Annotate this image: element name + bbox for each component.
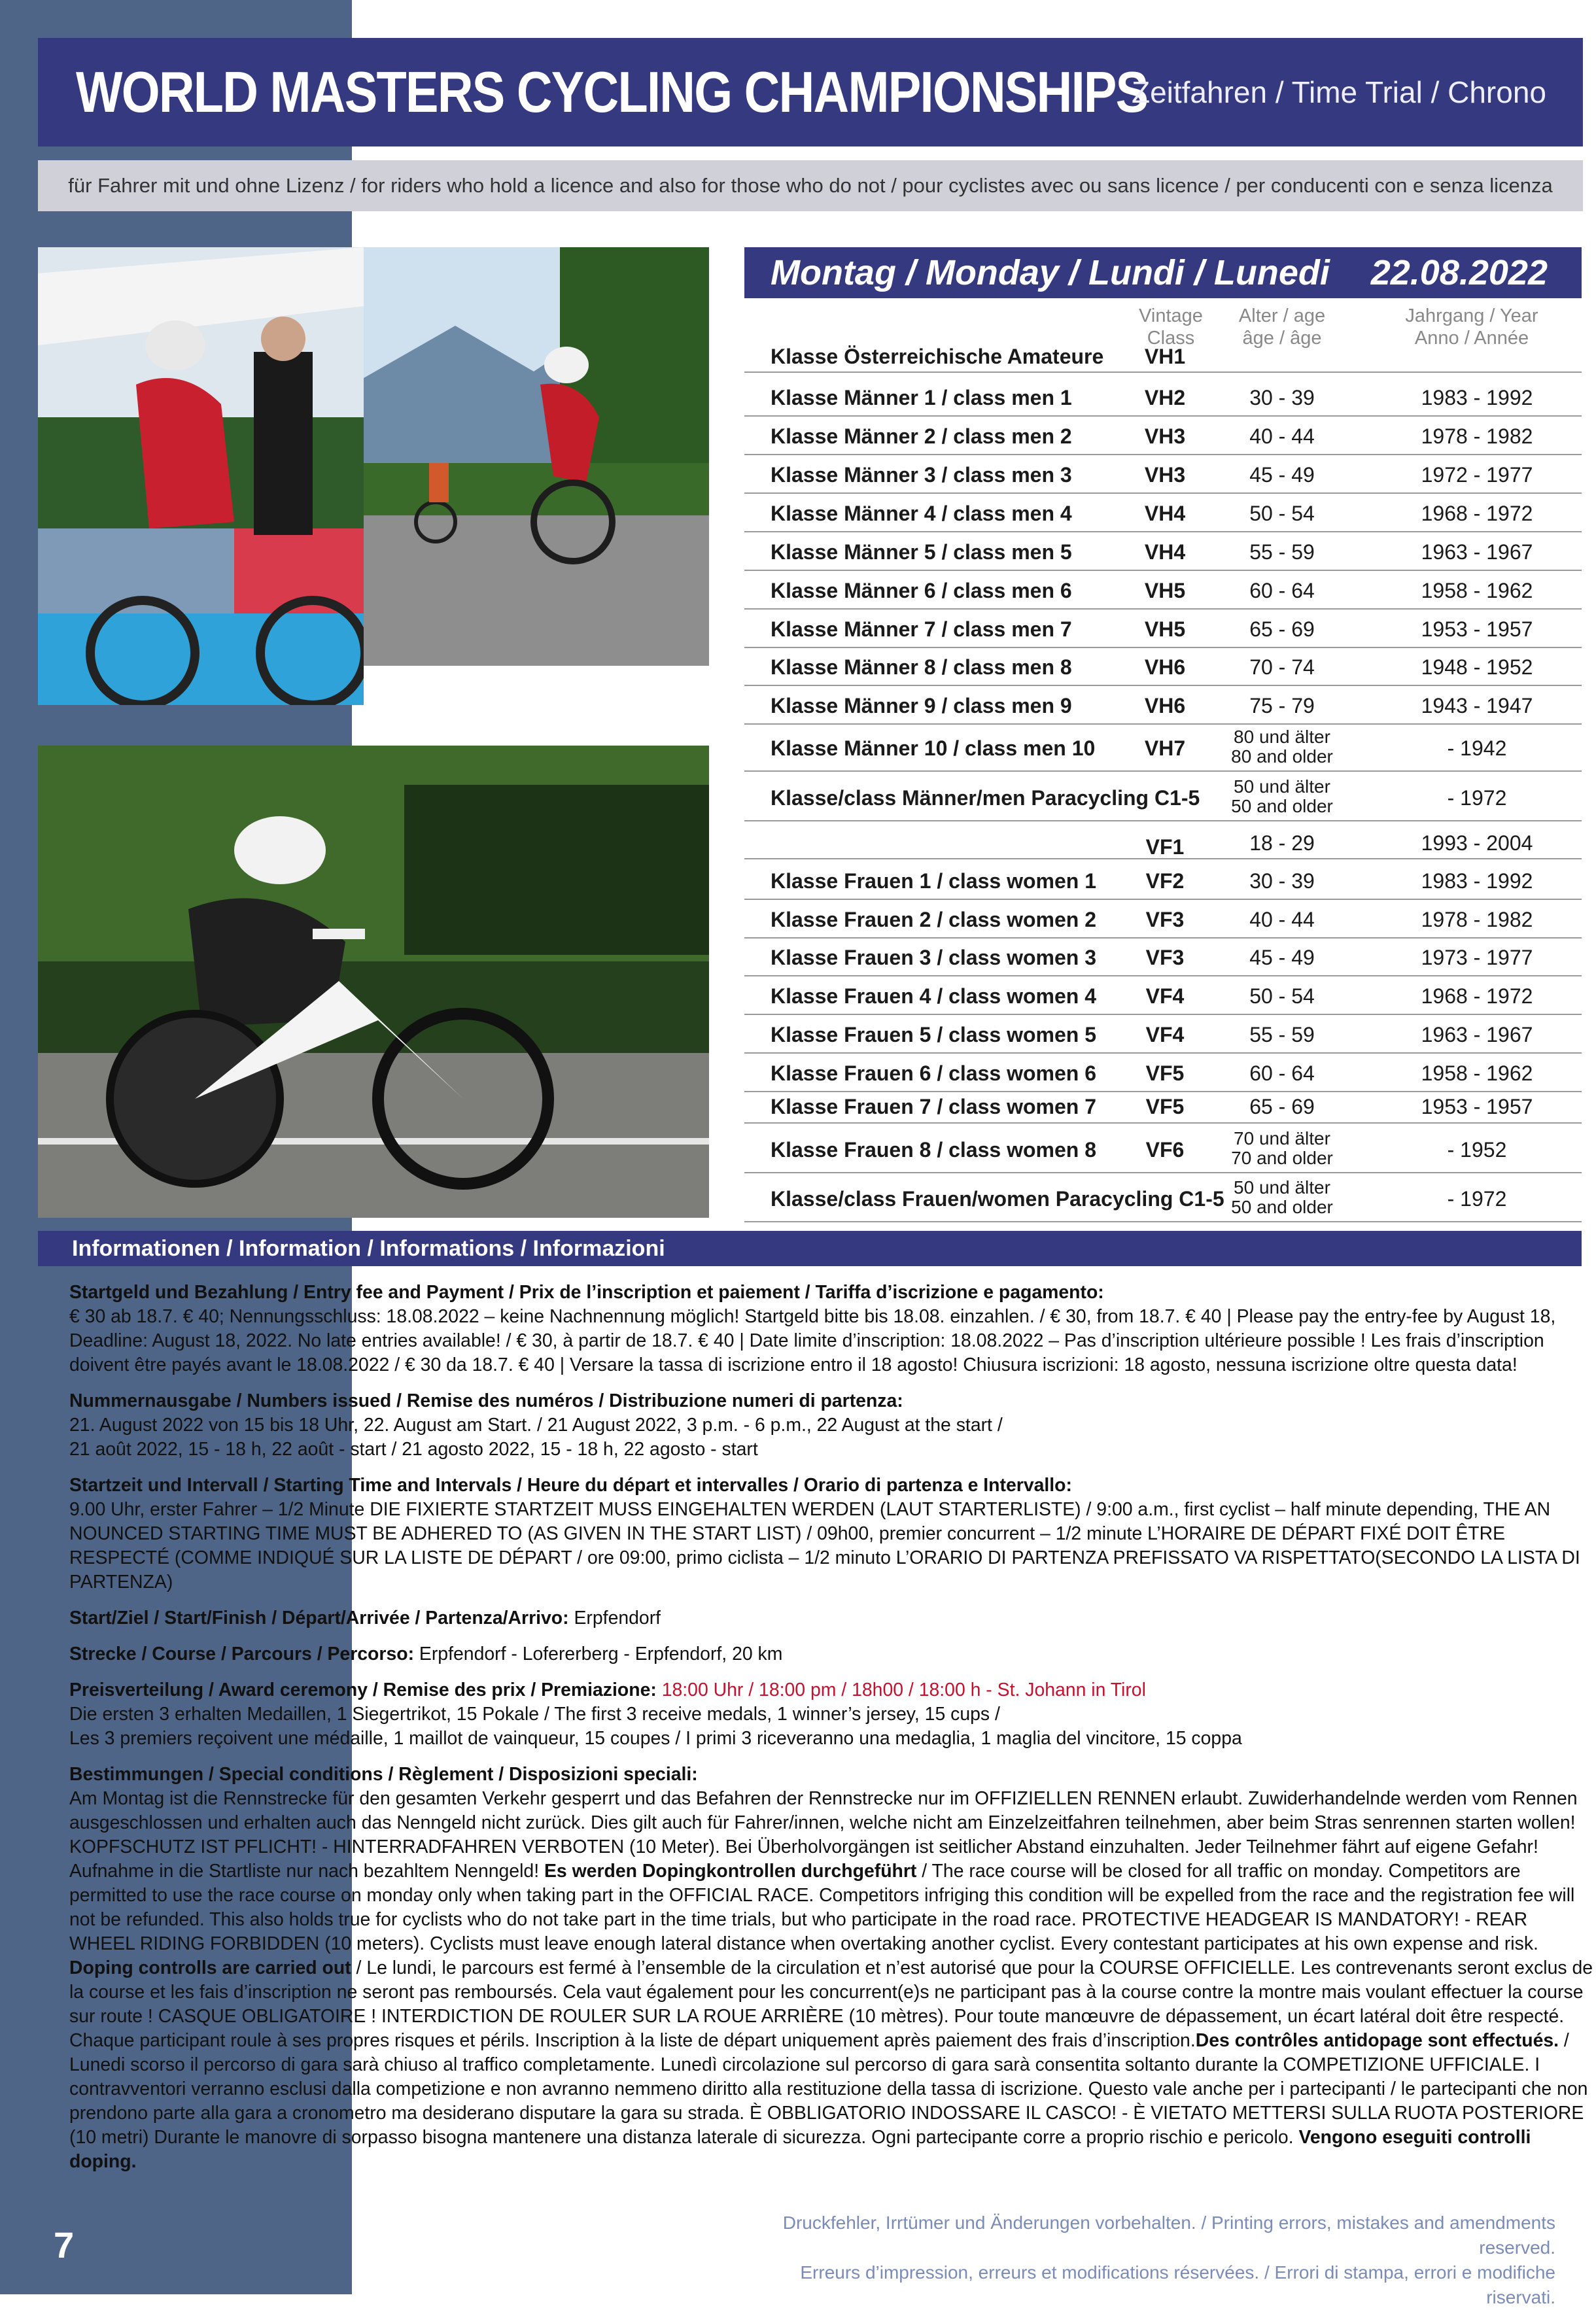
- age-range: 80 und älter 80 and older: [1231, 727, 1333, 767]
- age-range: 30 - 39: [1249, 869, 1315, 893]
- birth-years: - 1952: [1447, 1138, 1507, 1162]
- photo-time-trial-rider: [38, 746, 709, 1218]
- info-section: [69, 1281, 1593, 2186]
- table-row: [744, 685, 1582, 725]
- class-name: Klasse Männer 4 / class men 4: [771, 501, 1072, 525]
- age-range: 50 und älter 50 and older: [1231, 776, 1333, 816]
- doping-note-fr: Des contrôles antidopage sont effectués.: [1195, 2030, 1559, 2051]
- age-range: 45 - 49: [1249, 462, 1315, 487]
- doping-note-it: Vengono eseguiti controlli doping.: [69, 2127, 1531, 2172]
- finish-block: [69, 1606, 1593, 1630]
- rules-text-de: Am Montag ist die Rennstrecke für den gesamten Verkehr gesperrt und das Befahren der Rennstrecke nur im OFFIZIELLEN RENNEN erlaubt. Zuwiderhandelnde werden vom Rennen ausgeschlossen und erhalten auch das Nenngeld nicht zurück. Dies gilt auch für Fahrer/innen, welche nicht am Einzelzeitfahren teilnehmen, aber beim Stras senrennen starten wollen! KOPFSCHUTZ IST PFLICHT! - HINTERRADFAHREN VERBOTEN (10 Meter). Bei Überholvorgängen ist seitlicher Abstand einzuhalten. Jeder Teilnehmer fährt auf eigene Gefahr! Aufnahme in die Startliste nur nach bezahltem Nenngeld!: [69, 1788, 1578, 1882]
- vintage-class: VH1: [1144, 345, 1186, 368]
- disclaimer-line-2: Erreurs d’impression, erreurs et modifications réservées. / Errori di stampa, errori e modifiche riservati.: [800, 2262, 1555, 2307]
- vintage-class: VH3: [1144, 462, 1186, 487]
- doping-note-en: Doping controlls are carried out: [69, 1957, 351, 1978]
- age-range: 60 - 64: [1249, 578, 1315, 602]
- vintage-class: VF3: [1145, 945, 1185, 969]
- table-row: [744, 825, 1582, 859]
- table-row: [744, 1014, 1582, 1054]
- course-value: Erpfendorf - Lofererberg - Erpfendorf, 20 km: [414, 1644, 783, 1664]
- table-row: [744, 937, 1582, 976]
- vintage-class: VF3: [1145, 907, 1185, 931]
- class-name: Klasse Männer 7 / class men 7: [771, 617, 1072, 641]
- vintage-class: VF4: [1145, 1022, 1185, 1046]
- age-range: 50 - 54: [1249, 984, 1315, 1008]
- birth-years: 1983 - 1992: [1421, 869, 1533, 893]
- vintage-class: VH2: [1144, 385, 1186, 409]
- award-line-1: Die ersten 3 erhalten Medaillen, 1 Siegertrikot, 15 Pokale / The first 3 receive medals, 1 winner’s jersey, 15 cups /: [69, 1704, 1000, 1725]
- fee-block: [69, 1281, 1593, 1377]
- fee-text: € 30 ab 18.7. € 40; Nennungsschluss: 18.08.2022 – keine Nachnennung möglich! Startgeld bitte bis 18.08. einzahlen. / € 30, from 18.7. € 40 | Please pay the entry-fee by August 18, Deadline: August 18, 2022. No late entries available! / € 30, à partir de 18.7. € 40 | Date limite d’inscription: 18.08.2022 – Pas d’inscription ultérieure possible ! Les frais d’inscription doivent être payés avant le 18.08.2022 / € 30 da 18.7. € 40 | Versare la tassa di iscrizione entro il 18 agosto! Chiusura iscrizioni: 18 agosto, nessuna iscrizione oltre questa data!: [69, 1306, 1556, 1375]
- table-row: [744, 899, 1582, 939]
- table-row: [744, 531, 1582, 571]
- table-row: [744, 646, 1582, 686]
- page-subtitle: Zeitfahren / Time Trial / Chrono: [1131, 75, 1546, 109]
- table-row: [744, 1174, 1582, 1222]
- table-row: [744, 608, 1582, 648]
- birth-years: 1958 - 1962: [1421, 578, 1533, 602]
- table-row: [744, 339, 1582, 373]
- age-range: 55 - 59: [1249, 540, 1315, 564]
- info-heading-text: Informationen / Information / Informations / Informazioni: [72, 1235, 665, 1261]
- class-name: Klasse Männer 6 / class men 6: [771, 578, 1072, 602]
- vintage-class: VH5: [1144, 617, 1186, 641]
- vintage-class: VH3: [1144, 424, 1186, 448]
- table-row: [744, 570, 1582, 610]
- day-date: 22.08.2022: [1370, 253, 1548, 292]
- birth-years: 1953 - 1957: [1421, 617, 1533, 641]
- table-row: [744, 415, 1582, 455]
- finish-value: Erpfendorf: [568, 1608, 661, 1629]
- doping-note-de: Es werden Dopingkontrollen durchgeführt: [544, 1861, 917, 1882]
- class-name: Klasse Männer 2 / class men 2: [771, 424, 1072, 448]
- disclaimer-footer: [771, 2211, 1555, 2310]
- rules-text-fr: / Le lundi, le parcours est fermé à l’ensemble de la circulation et n’est autorisé que pour la COURSE OFFICIELLE. Les contrevenants seront exclus de la course et les fais d’inscription ne seront pas remboursés. Cela vaut également pour les concurrent(e)s ne participant pas à la course contre la montre mais voulant effectuer la course sur route ! CASQUE OBLIGATOIRE ! INTERDICTION DE ROULER SUR LA ROUE ARRIÈRE (10 mètres). Pour toute manœuvre de dépassement, un écart latéral doit être respecté. Chaque participant roule à ses propres risques et périls. Inscription à la liste de départ uniquement après paiement des frais d’inscription.: [69, 1957, 1593, 2051]
- table-row: [744, 723, 1582, 772]
- numbers-line-1: 21. August 2022 von 15 bis 18 Uhr, 22. August am Start. / 21 August 2022, 3 p.m. - 6 p.m., 22 August at the start /: [69, 1415, 1003, 1436]
- age-range: 65 - 69: [1249, 1095, 1315, 1118]
- rules-block: [69, 1763, 1593, 2174]
- licence-strip: für Fahrer mit und ohne Lizenz / for riders who hold a licence and also for those who do not / pour cyclistes avec ou sans licence / per conducenti con e senza licenza: [38, 160, 1583, 211]
- age-range: 30 - 39: [1249, 385, 1315, 409]
- age-range: 50 und älter 50 and older: [1231, 1177, 1333, 1217]
- page-number: 7: [54, 2224, 75, 2266]
- vintage-class: VF5: [1145, 1095, 1185, 1118]
- disclaimer-line-1: Druckfehler, Irrtümer und Änderungen vorbehalten. / Printing errors, mistakes and amendments reserved.: [782, 2213, 1555, 2258]
- course-block: [69, 1642, 1593, 1666]
- table-row: [744, 492, 1582, 532]
- age-range: 70 - 74: [1249, 655, 1315, 679]
- header-banner: [38, 38, 1583, 147]
- photo-start-ramp: [38, 247, 364, 705]
- vintage-class: VH6: [1144, 693, 1186, 717]
- age-range: 18 - 29: [1249, 831, 1315, 855]
- fee-title: Startgeld und Bezahlung / Entry fee and Payment / Prix de l’inscription et paiement / Tariffa d’iscrizione e pagamento:: [69, 1282, 1104, 1303]
- table-row: [744, 773, 1582, 821]
- class-name: Klasse Männer 1 / class men 1: [771, 385, 1072, 409]
- class-name: Klasse Männer 8 / class men 8: [771, 655, 1072, 679]
- table-row: [744, 377, 1582, 417]
- award-block: [69, 1678, 1593, 1751]
- vintage-class: VH5: [1144, 578, 1186, 602]
- table-row: [744, 1088, 1582, 1124]
- vintage-class: VH4: [1144, 501, 1186, 525]
- age-range: 40 - 44: [1249, 424, 1315, 448]
- class-name: Klasse Männer 9 / class men 9: [771, 693, 1072, 717]
- birth-years: - 1942: [1447, 736, 1507, 760]
- rules-text-en: / The race course will be closed for all traffic on monday. Competitors are permitted to use the race course on monday only when taking part in the OFFICIAL RACE. Competitors infriging this condition will be expelled from the race and the registration fee will not be refunded. This also holds true for cyclists who do not take part in the time trials, but who participate in the road race. PROTECTIVE HEADGEAR IS MANDATORY! - REAR WHEEL RIDING FORBIDDEN (10 meters). Cyclists must leave enough lateral distance when overtaking another cyclist. Every contestant participates at his own expense and risk.: [69, 1861, 1575, 1954]
- birth-years: - 1972: [1447, 786, 1507, 810]
- age-range: 75 - 79: [1249, 693, 1315, 717]
- vintage-class: VH7: [1144, 736, 1186, 760]
- class-name: Klasse/class Männer/men Paracycling C1-5: [771, 786, 1200, 810]
- birth-years: 1953 - 1957: [1421, 1095, 1533, 1118]
- class-name: Klasse Frauen 7 / class women 7: [771, 1095, 1097, 1118]
- age-range: 50 - 54: [1249, 501, 1315, 525]
- class-name: Klasse Österreichische Amateure: [771, 345, 1104, 368]
- birth-years: 1993 - 2004: [1421, 831, 1533, 855]
- vintage-class: VF4: [1145, 984, 1185, 1008]
- birth-years: 1972 - 1977: [1421, 462, 1533, 487]
- table-row: [744, 975, 1582, 1015]
- vintage-class: VH6: [1144, 655, 1186, 679]
- age-range: 70 und älter 70 and older: [1231, 1128, 1333, 1168]
- age-range: 40 - 44: [1249, 907, 1315, 931]
- start-title: Startzeit und Intervall / Starting Time and Intervals / Heure du départ et intervalles / Orario di partenza e Intervallo:: [69, 1475, 1072, 1496]
- col-vintage-header: Vintage Class: [1139, 305, 1203, 349]
- class-name: Klasse Frauen 3 / class women 3: [771, 945, 1097, 969]
- table-row: [744, 1125, 1582, 1173]
- birth-years: 1968 - 1972: [1421, 984, 1533, 1008]
- birth-years: 1963 - 1967: [1421, 540, 1533, 564]
- birth-years: 1968 - 1972: [1421, 501, 1533, 525]
- page-title: WORLD MASTERS CYCLING CHAMPIONSHIPS: [76, 60, 1148, 124]
- age-range: 45 - 49: [1249, 945, 1315, 969]
- birth-years: 1948 - 1952: [1421, 655, 1533, 679]
- class-name: Klasse Männer 3 / class men 3: [771, 462, 1072, 487]
- class-name: Klasse Männer 5 / class men 5: [771, 540, 1072, 564]
- col-age-header: Alter / age âge / âge: [1238, 305, 1326, 349]
- class-name: Klasse Frauen 1 / class women 1: [771, 869, 1097, 893]
- class-name: Klasse Frauen 6 / class women 6: [771, 1061, 1097, 1085]
- photo-mountain-road: [364, 247, 709, 666]
- class-name: Klasse Frauen 4 / class women 4: [771, 984, 1097, 1008]
- course-title: Strecke / Course / Parcours / Percorso:: [69, 1644, 415, 1664]
- birth-years: 1983 - 1992: [1421, 385, 1533, 409]
- award-line-2: Les 3 premiers reçoivent une médaille, 1 maillot de vainqueur, 15 coupes / I primi 3 riceveranno una medaglia, 1 maglia del vincitore, 15 coppa: [69, 1728, 1242, 1749]
- vintage-class: VF5: [1145, 1061, 1185, 1085]
- birth-years: 1978 - 1982: [1421, 907, 1533, 931]
- vintage-class: VF2: [1145, 869, 1185, 893]
- birth-years: 1943 - 1947: [1421, 693, 1533, 717]
- start-block: [69, 1474, 1593, 1595]
- rules-text-it: / Lunedi scorso il percorso di gara sarà chiuso al traffico completamente. Lunedì circolazione sul percorso di gara sarà consentita soltanto durante la COMPETIZIONE UFFICIALE. I contravventori verranno esclusi dalla competizione e non avranno nemmeno diritto alla restituzione della tassa di iscrizione. Questo vale anche per i partecipanti / le partecipanti che non prendono parte alla gara a cronometro ma desiderano disputare la gara su strada. È OBBLIGATORIO INDOSSARE IL CASCO! - È VIETATO METTERSI SULLA RUOTA POSTERIORE (10 metri) Durante le manovre di sorpasso bisogna mantenere una distanza laterale di sicurezza. Ogni partecipante corre a proprio rischio e pericolo.: [69, 2030, 1588, 2148]
- numbers-line-2: 21 août 2022, 15 - 18 h, 22 août - start / 21 agosto 2022, 15 - 18 h, 22 agosto - start: [69, 1439, 758, 1460]
- numbers-title: Nummernausgabe / Numbers issued / Remise des numéros / Distribuzione numeri di partenza:: [69, 1390, 903, 1411]
- table-row: [744, 454, 1582, 494]
- age-range: 60 - 64: [1249, 1061, 1315, 1085]
- table-row: [744, 1052, 1582, 1092]
- class-name: Klasse Männer 10 / class men 10: [771, 736, 1096, 760]
- age-range: 65 - 69: [1249, 617, 1315, 641]
- age-range: 55 - 59: [1249, 1022, 1315, 1046]
- vintage-class: VF6: [1145, 1138, 1185, 1162]
- day-heading: [744, 247, 1582, 298]
- class-name: Klasse Frauen 8 / class women 8: [771, 1138, 1097, 1162]
- award-title: Preisverteilung / Award ceremony / Remise des prix / Premiazione:: [69, 1680, 657, 1700]
- table-row: [744, 860, 1582, 900]
- start-text: 9.00 Uhr, erster Fahrer – 1/2 Minute DIE FIXIERTE STARTZEIT MUSS EINGEHALTEN WERDEN (LAUT STARTERLISTE) / 9:00 a.m., first cyclist – half minute depending, THE AN NOUNCED STARTING TIME MUST BE ADHERED TO (AS GIVEN IN THE START LIST) / 09h00, premier concurrent – 1/2 minute L’HORAIRE DE DÉPART FIXÉ DOIT ÊTRE RESPECTÉ (COMME INDIQUÉ SUR LA LISTE DE DÉPART / ore 09:00, primo ciclista – 1/2 minuto L’ORARIO DI PARTENZA PREFISSATO VA RISPETTATO(SECONDO LA LISTA DI PARTENZA): [69, 1499, 1580, 1593]
- birth-years: - 1972: [1447, 1187, 1507, 1211]
- class-name: Klasse Frauen 2 / class women 2: [771, 907, 1097, 931]
- birth-years: 1973 - 1977: [1421, 945, 1533, 969]
- finish-title: Start/Ziel / Start/Finish / Départ/Arrivée / Partenza/Arrivo:: [69, 1608, 569, 1629]
- rules-title: Bestimmungen / Special conditions / Règlement / Disposizioni speciali:: [69, 1764, 698, 1785]
- info-heading: [38, 1231, 1582, 1266]
- birth-years: 1963 - 1967: [1421, 1022, 1533, 1046]
- numbers-block: [69, 1389, 1593, 1462]
- vintage-class: VF1: [1145, 835, 1185, 859]
- award-time-location: 18:00 Uhr / 18:00 pm / 18h00 / 18:00 h - St. Johann in Tirol: [656, 1680, 1146, 1700]
- class-name: Klasse Frauen 5 / class women 5: [771, 1022, 1097, 1046]
- class-name: Klasse/class Frauen/women Paracycling C1-5: [771, 1187, 1224, 1211]
- day-name: Montag / Monday / Lundi / Lunedi: [771, 253, 1330, 292]
- vintage-class: VH4: [1144, 540, 1186, 564]
- birth-years: 1978 - 1982: [1421, 424, 1533, 448]
- birth-years: 1958 - 1962: [1421, 1061, 1533, 1085]
- col-year-header: Jahrgang / Year Anno / Année: [1405, 305, 1538, 349]
